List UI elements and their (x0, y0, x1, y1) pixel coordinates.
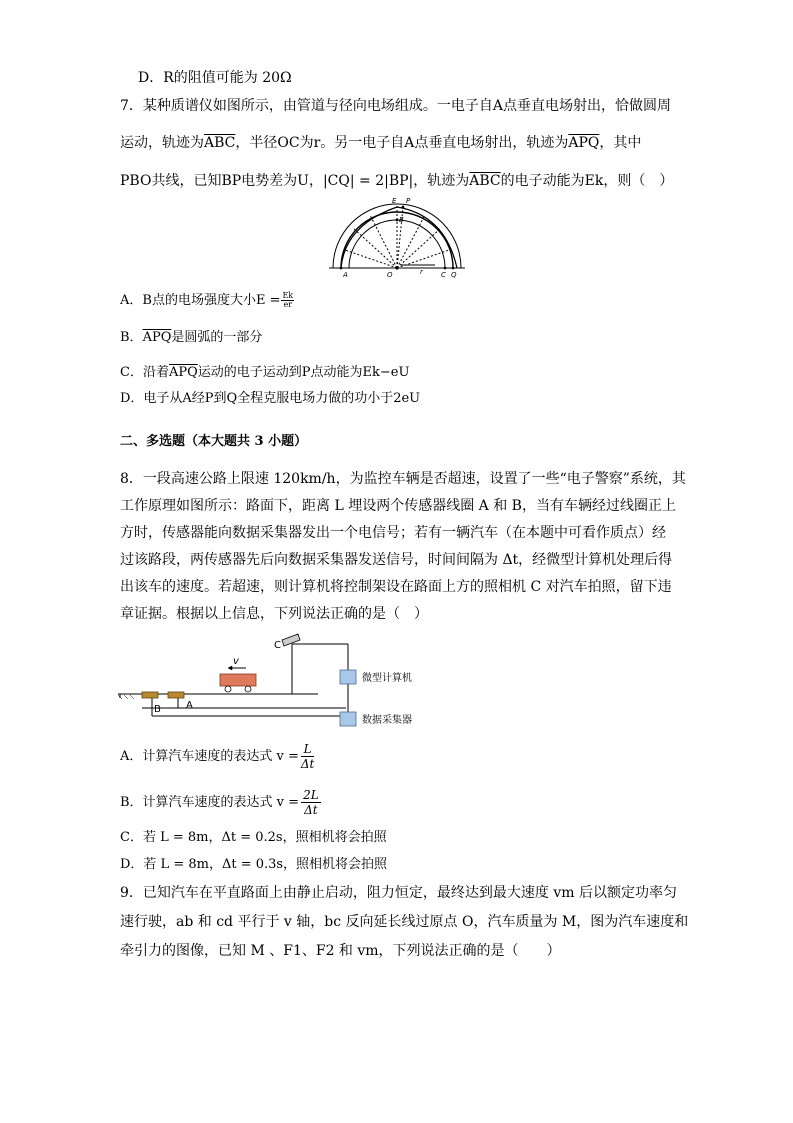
q7-line2a: 运动，轨迹为 (120, 135, 204, 151)
q8-option-d: D．若 L = 8m，Δt = 0.3s，照相机将会拍照 (120, 857, 388, 872)
q8-option-c: C．若 L = 8m，Δt = 0.2s，照相机将会拍照 (120, 830, 387, 845)
q8-line5: 出该车的速度。若超速，则计算机将控制架设在路面上方的照相机 C 对汽车拍照，留下违 (120, 579, 672, 595)
q9-line1: 9．已知汽车在平直路面上由静止启动，阻力恒定，最终达到最大速度 vm 后以额定功率匀 (120, 885, 677, 901)
car (220, 674, 256, 692)
q8-opta-pre: A．计算汽车速度的表达式 v = (120, 749, 299, 764)
label-collector: 数据采集器 (362, 715, 412, 726)
section-heading: 二、多选题（本大题共 3 小题） (120, 434, 308, 449)
label-r: r (420, 268, 423, 276)
q8-line3: 方时，传感器能向数据采集器发出一个电信号；若有一辆汽车（在本题中可看作质点）经 (120, 525, 666, 541)
q8-optb-pre: B．计算汽车速度的表达式 v = (120, 795, 300, 810)
q7-opta-fraction (281, 292, 294, 309)
q7-optb-pre: B． (120, 330, 143, 345)
q8-option-a (120, 742, 314, 771)
q8-line2: 工作原理如图所示：路面下，距离 L 埋设两个传感器线圈 A 和 B，当有车辆经过线圈正上 (120, 498, 676, 514)
label-C-camera: C (274, 640, 281, 651)
q7-line3 (120, 172, 673, 190)
sensor-b (142, 692, 158, 698)
q8-line4: 过该路段，两传感器先后向数据采集器发送信号，时间间隔为 Δt，经微型计算机处理后得 (120, 552, 673, 568)
q7-option-a (120, 292, 294, 310)
q7-line1: 7．某种质谱仪如图所示，由管道与径向电场组成。一电子自A点垂直电场射出，恰做圆周 (120, 98, 672, 114)
label-E: E (392, 197, 397, 205)
label-C: C (441, 271, 446, 279)
collector-box (340, 712, 356, 726)
q7-optb-post: 是圆弧的一部分 (171, 330, 263, 345)
computer-box (340, 670, 356, 684)
q7-optb-arc: $\overline{APQ}$ (142, 330, 172, 345)
q7-arc-abc: $\overline{ABC}$ (204, 135, 236, 151)
q7-line3a: PBO共线，已知BP电势差为U，|CQ| = 2|BP|，轨迹为 (120, 173, 470, 189)
q8-opta-den: Δt (300, 757, 315, 771)
q7-option-d: D．电子从A经P到Q全程克服电场力做的功小于2eU (120, 391, 421, 406)
q7-line2c: ，其中 (599, 135, 642, 151)
label-Q: Q (451, 271, 457, 279)
label-P: P (406, 197, 411, 205)
q8-opta-num: L (301, 742, 315, 757)
label-A-sensor: A (186, 700, 193, 711)
q8-opta-fraction (301, 742, 315, 771)
label-O: O (387, 271, 393, 279)
q7-opta-den: er (283, 300, 293, 309)
q7-option-b (120, 329, 262, 347)
q8-option-b (120, 788, 321, 817)
q7-arc-apq: $\overline{APQ}$ (568, 135, 600, 151)
q8-optb-fraction (301, 788, 321, 817)
q7-optc-arc: $\overline{APQ}$ (168, 365, 198, 380)
sensor-a (168, 692, 184, 698)
q9-line3: 牵引力的图像，已知 M 、F1、F2 和 vm，下列说法正确的是（ ） (120, 943, 561, 959)
label-B-sensor: B (154, 704, 161, 715)
q8-optb-den: Δt (304, 803, 318, 817)
label-B: B (399, 216, 404, 224)
option-6d: D．R的阻值可能为 20Ω (138, 70, 292, 86)
q7-opta-num: Ek (282, 291, 294, 300)
label-v: v (233, 656, 239, 667)
q7-opta-pre: A．B点的电场强度大小E = (120, 293, 281, 308)
q7-option-c (120, 364, 409, 382)
q8-optb-num: 2L (303, 788, 319, 802)
q8-line6: 章证据。根据以上信息，下列说法正确的是（ ） (120, 606, 428, 622)
q7-optc-post: 运动的电子运动到P点动能为Ek−eU (197, 365, 410, 380)
q8-line1: 8．一段高速公路上限速 120km/h，为监控车辆是否超速，设置了一些“电子警察”系统，其 (120, 471, 686, 487)
label-A: A (343, 271, 348, 279)
q7-line2 (120, 134, 641, 152)
q7-arc-abc-2: $\overline{ABC}$ (469, 173, 501, 189)
q9-line2: 速行驶，ab 和 cd 平行于 v 轴，bc 反向延长线过原点 O，汽车质量为 M，图为汽车速度和 (120, 914, 689, 930)
label-computer: 微型计算机 (362, 673, 412, 684)
q7-line2b: ，半径OC为r。另一电子自A点垂直电场射出，轨迹为 (235, 135, 569, 151)
q7-optc-pre: C．沿着 (120, 365, 169, 380)
mass-spectrometer-figure (325, 195, 470, 280)
speed-camera-figure (118, 632, 438, 732)
q7-line3b: 的电子动能为Ek，则（ ） (500, 173, 674, 189)
